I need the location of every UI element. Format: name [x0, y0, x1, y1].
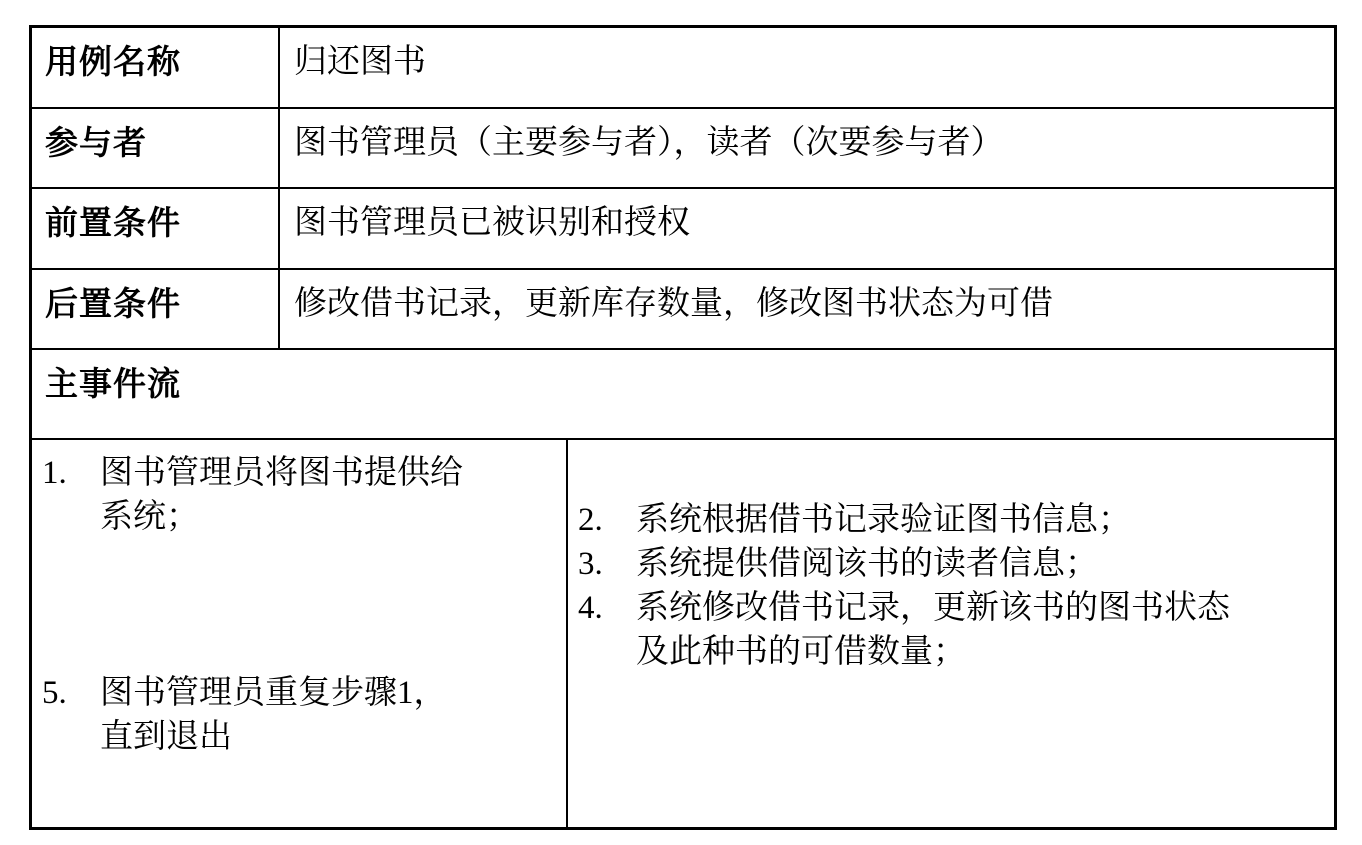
- row-preconditions: [32, 189, 1334, 270]
- content-cell-participants: [280, 109, 1334, 187]
- main-flow-header-cell: [32, 350, 1334, 438]
- step-item-1: [42, 451, 558, 539]
- step-number: 3.: [578, 546, 603, 582]
- row-main-flow-header: [32, 350, 1334, 440]
- step-item-5: [42, 671, 558, 759]
- row-content: 修改借书记录，更新库存数量，修改图书状态为可借: [294, 286, 1053, 322]
- row-label: 后置条件: [45, 285, 181, 322]
- step-line: 图书管理员重复步骤1，: [100, 675, 447, 711]
- row-participants: [32, 109, 1334, 189]
- step-text: [636, 498, 1326, 542]
- actor-steps-cell: [32, 440, 568, 827]
- step-number: 5.: [42, 675, 67, 711]
- step-number: 1.: [42, 455, 67, 491]
- step-item-2: [578, 498, 1326, 542]
- row-main-flow-steps: [32, 440, 1334, 827]
- content-cell-use-case-name: [280, 28, 1334, 107]
- step-line: 系统修改借书记录，更新该书的图书状态: [636, 590, 1230, 626]
- row-label: 前置条件: [45, 204, 181, 241]
- step-text: [636, 542, 1326, 586]
- step-text: [100, 451, 558, 539]
- step-line: 系统；: [100, 499, 199, 535]
- step-item-4: [578, 586, 1326, 674]
- step-text: [636, 586, 1326, 674]
- step-number: 4.: [578, 590, 603, 626]
- step-number: 2.: [578, 502, 603, 538]
- label-cell-use-case-name: [32, 28, 280, 107]
- row-postconditions: [32, 270, 1334, 350]
- row-label: 用例名称: [45, 43, 181, 80]
- row-label: 参与者: [45, 124, 147, 161]
- step-line: 系统根据借书记录验证图书信息；: [636, 502, 1131, 538]
- row-content: 图书管理员已被识别和授权: [294, 205, 690, 241]
- step-line: 图书管理员将图书提供给: [100, 455, 463, 491]
- row-content: 图书管理员（主要参与者），读者（次要参与者）: [294, 125, 1004, 161]
- content-cell-postconditions: [280, 270, 1334, 348]
- use-case-table: [29, 25, 1337, 830]
- content-cell-preconditions: [280, 189, 1334, 268]
- step-text: [100, 671, 558, 759]
- label-cell-postconditions: [32, 270, 280, 348]
- step-line: 及此种书的可借数量；: [636, 634, 966, 670]
- system-steps-cell: [568, 440, 1334, 827]
- row-content: 归还图书: [294, 44, 426, 80]
- step-item-3: [578, 542, 1326, 586]
- label-cell-participants: [32, 109, 280, 187]
- main-flow-header-label: 主事件流: [45, 365, 181, 402]
- step-line: 系统提供借阅该书的读者信息；: [636, 546, 1098, 582]
- step-line: 直到退出: [100, 719, 232, 755]
- label-cell-preconditions: [32, 189, 280, 268]
- row-use-case-name: [32, 28, 1334, 109]
